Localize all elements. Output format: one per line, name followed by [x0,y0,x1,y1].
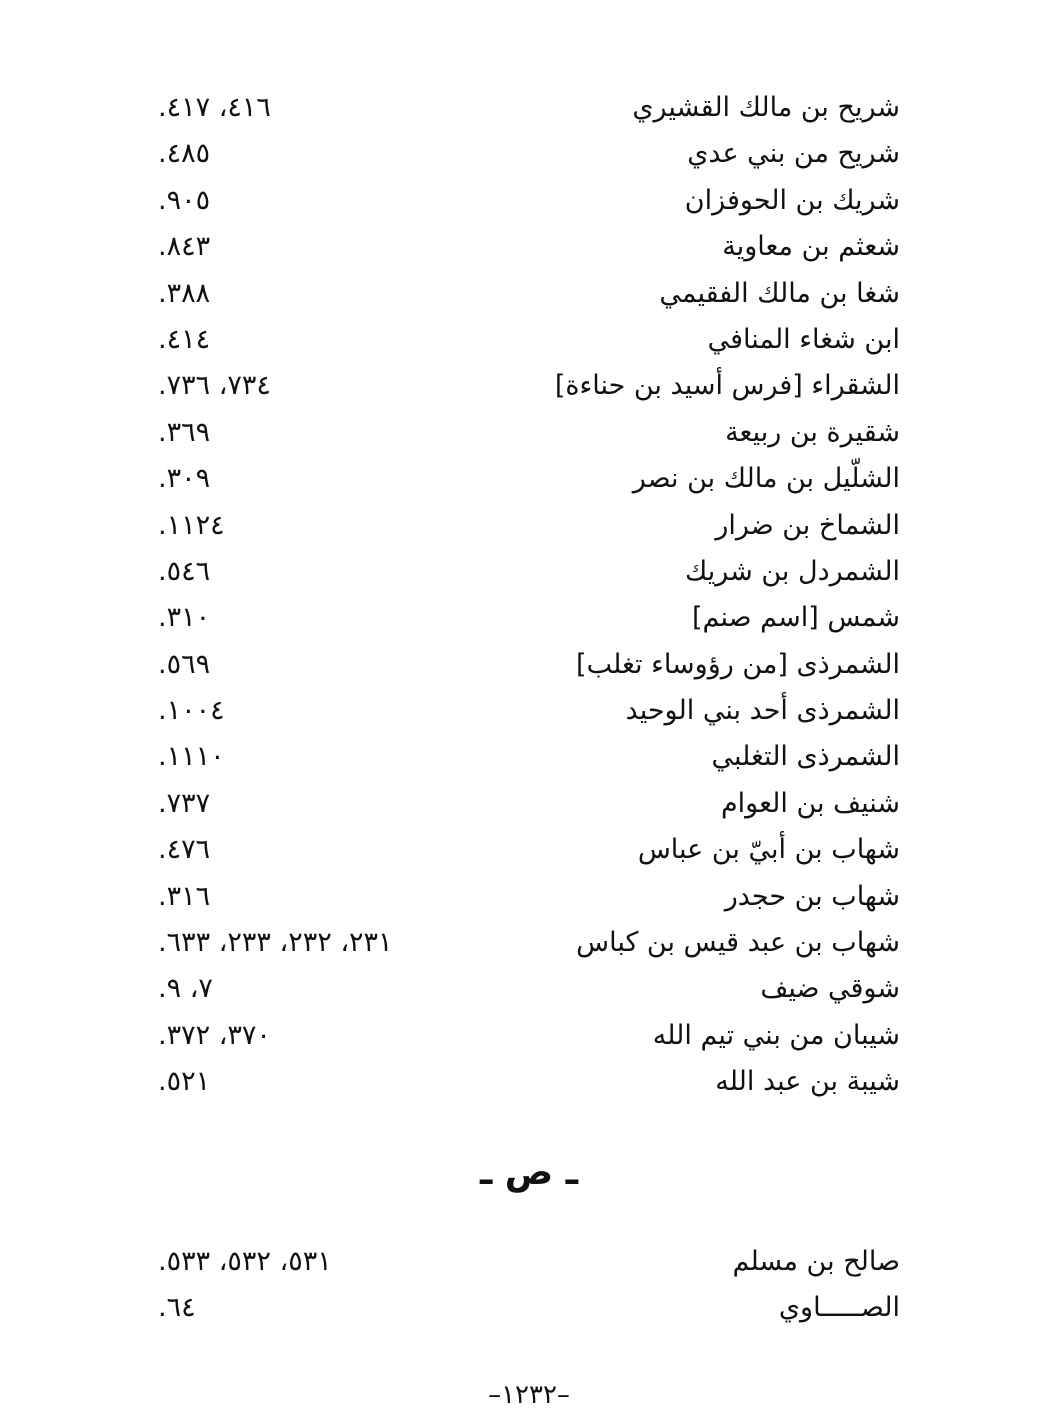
entry-name: شهاب بن أبيّ بن عباس [637,834,900,866]
entry-pages: ٣٨٨. [158,277,211,309]
entry-name: الشمرذى أحد بني الوحيد [625,695,900,727]
entry-pages: ٤٨٥. [158,138,211,170]
section-heading-saad: ـ ص ـ [479,1152,579,1193]
entry-name: الشمرذى [من رؤوساء تغلب] [576,648,900,680]
entry-name: شعثم بن معاوية [722,231,900,263]
index-entry [150,411,910,457]
entry-pages: ٩٠٥. [158,184,211,216]
entry-pages: ٨٤٣. [158,231,211,263]
index-entry [150,550,910,596]
entry-pages: ٤١٦، ٤١٧. [158,92,271,123]
entry-pages: ٧٣٤، ٧٣٦. [158,370,271,402]
entry-name: الشقراء [فرس أسيد بن حناءة] [554,370,900,402]
index-entries-saad [150,1240,910,1333]
index-entry [150,1060,910,1106]
entry-name: شهاب بن حجدر [724,880,900,912]
index-entry [150,596,910,642]
entry-name: الشمرذى التغلبي [711,741,900,773]
entry-name: شنيف بن العوام [720,787,900,819]
entry-name: شيبان من بني تيم الله [652,1019,900,1051]
entry-pages: ١١١٠. [158,741,225,773]
index-entry [150,132,910,178]
entry-name: الشمردل بن شريك [685,555,900,587]
entry-name: شقيرة بن ربيعة [725,416,900,448]
entry-name: شمس [اسم صنم] [691,602,900,634]
entry-name: شهاب بن عبد قيس بن كباس [576,927,900,959]
entry-pages: ٤١٤. [158,323,211,355]
index-entry [150,782,910,828]
index-entry [150,1286,910,1332]
index-entry [150,225,910,271]
index-entry [150,318,910,364]
entry-pages: ٥٢١. [158,1066,211,1098]
page-number: –١٢٣٢– [488,1380,570,1410]
entry-pages: ٣٦٩. [158,416,211,448]
index-entry [150,457,910,503]
index-entries-sheen [150,86,910,1107]
entry-pages: ٥٣١، ٥٣٢، ٥٣٣. [158,1246,332,1277]
entry-pages: ٢٣١، ٢٣٢، ٢٣٣، ٦٣٣. [158,927,393,959]
entry-pages: ٧، ٩. [158,973,213,1005]
entry-pages: ٤٧٦. [158,834,211,866]
entry-name: الشماخ بن ضرار [715,509,900,541]
entry-name: ابن شغاء المنافي [707,323,900,355]
entry-pages: ١١٢٤. [158,509,225,541]
index-entry [150,86,910,132]
entry-name: شريك بن الحوفزان [684,184,900,216]
entry-name: شريح من بني عدي [687,138,900,170]
index-entry [150,921,910,967]
entry-pages: ٥٦٩. [158,648,211,680]
entry-name: الشلّيل بن مالك بن نصر [632,463,900,495]
index-entry [150,967,910,1013]
entry-pages: ٣١٦. [158,880,211,912]
entry-name: شريح بن مالك القشيري [632,92,900,123]
index-entry [150,1014,910,1060]
index-entry [150,1240,910,1286]
entry-pages: ٥٤٦. [158,555,211,587]
index-entry [150,875,910,921]
index-entry [150,735,910,781]
entry-pages: ٣٠٩. [158,463,211,495]
entry-name: شغا بن مالك الفقيمي [659,277,900,309]
index-entry [150,179,910,225]
entry-name: شوقي ضيف [760,973,900,1005]
entry-name: الصـــــاوي [778,1292,900,1324]
entry-pages: ٧٣٧. [158,787,211,819]
index-entry [150,504,910,550]
index-entry [150,689,910,735]
index-entry [150,828,910,874]
index-entry [150,643,910,689]
entry-pages: ١٠٠٤. [158,695,225,727]
index-entry [150,364,910,410]
index-entry [150,272,910,318]
entry-pages: ٦٤. [158,1292,196,1324]
entry-pages: ٣٧٠، ٣٧٢. [158,1019,271,1051]
entry-pages: ٣١٠. [158,602,211,634]
entry-name: شيبة بن عبد الله [715,1066,900,1098]
entry-name: صالح بن مسلم [732,1246,900,1277]
